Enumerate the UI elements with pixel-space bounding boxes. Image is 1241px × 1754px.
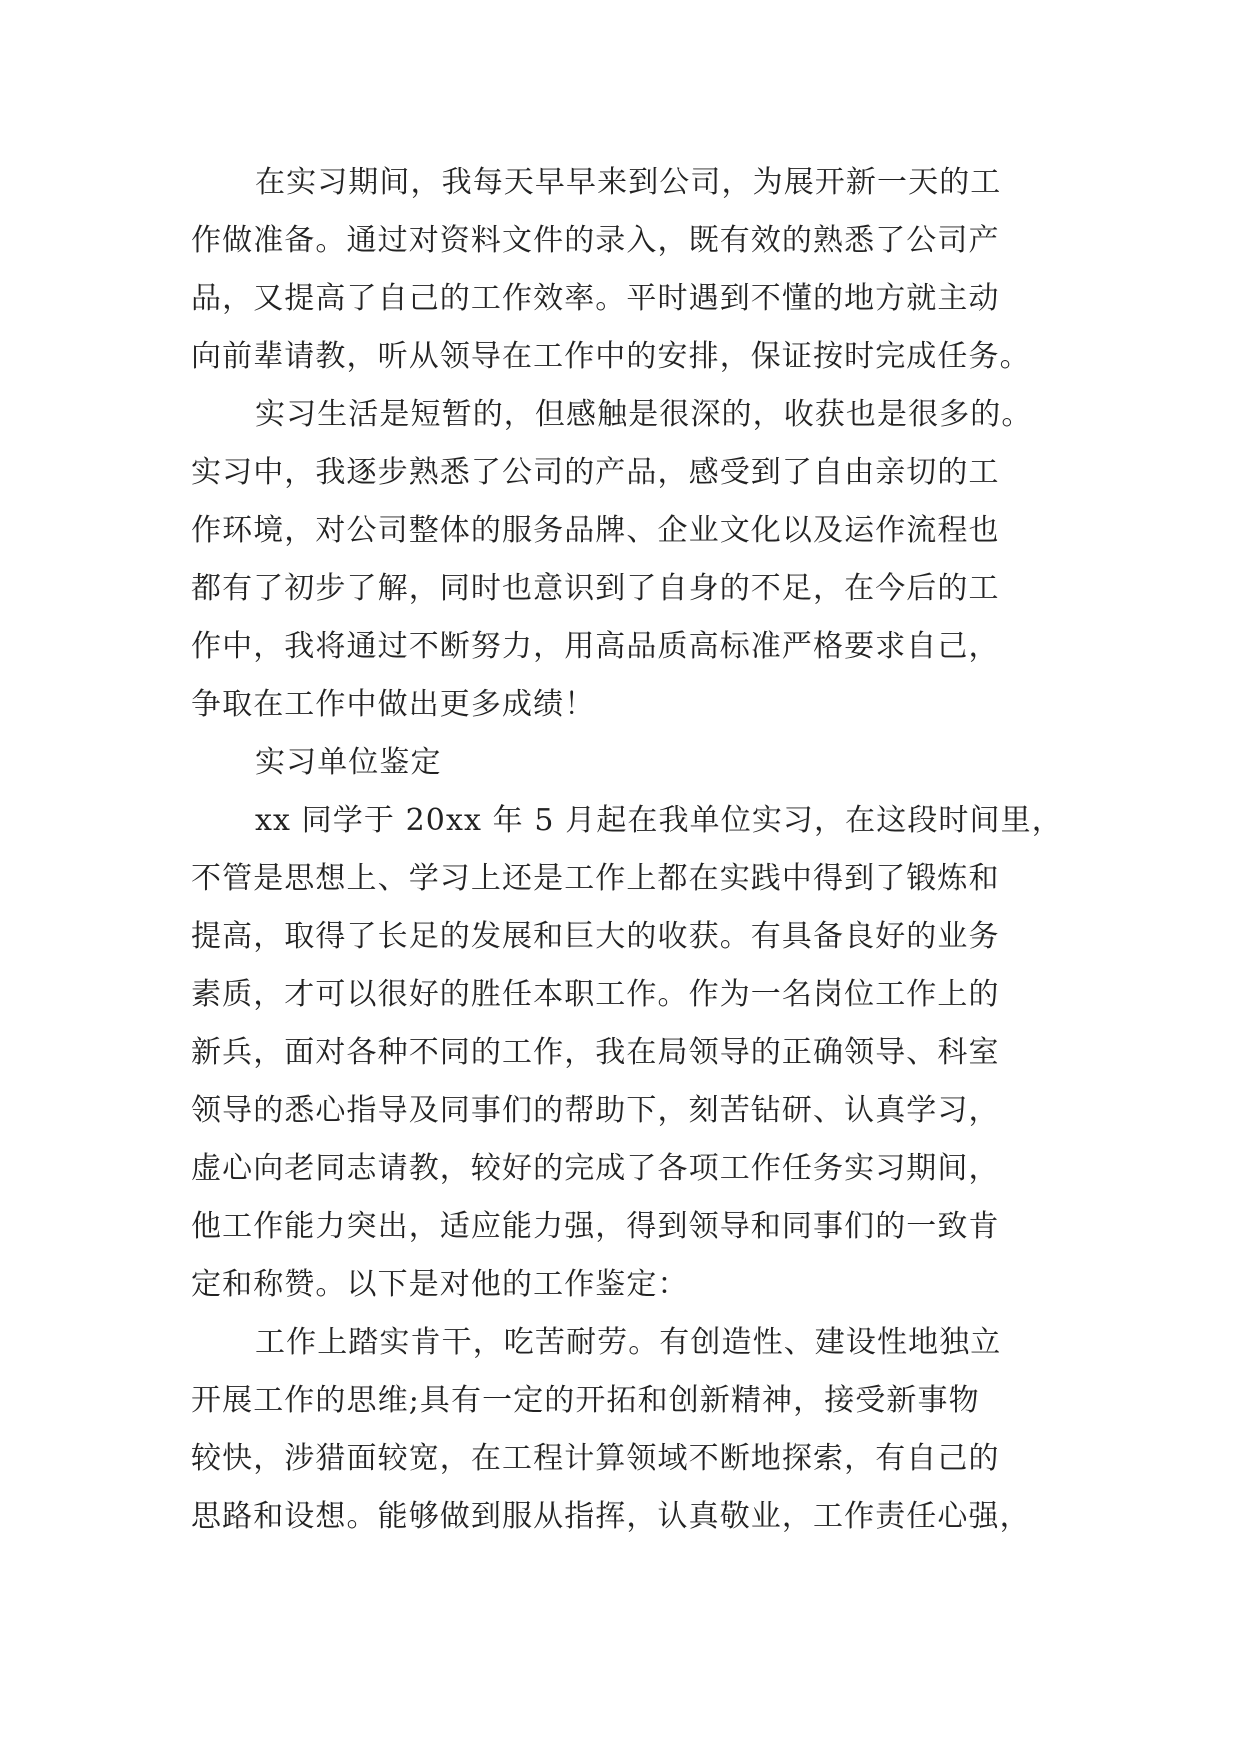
paragraph-3-line-4: 素质，才可以很好的胜任本职工作。作为一名岗位工作上的 [191, 977, 1000, 1012]
paragraph-3-line-1: xx 同学于 20xx 年 5 月起在我单位实习，在这段时间里， [255, 803, 1063, 838]
paragraph-3-line-9: 定和称赞。以下是对他的工作鉴定： [191, 1267, 689, 1302]
paragraph-2-line-1: 实习生活是短暂的，但感触是很深的，收获也是很多的。 [255, 397, 1033, 432]
paragraph-4-line-1: 工作上踏实肯干，吃苦耐劳。有创造性、建设性地独立 [255, 1325, 1002, 1360]
paragraph-1-line-3: 品，又提高了自己的工作效率。平时遇到不懂的地方就主动 [191, 281, 1000, 316]
paragraph-3-line-3: 提高，取得了长足的发展和巨大的收获。有具备良好的业务 [191, 919, 1000, 954]
paragraph-2-line-2: 实习中，我逐步熟悉了公司的产品，感受到了自由亲切的工 [191, 455, 1000, 490]
paragraph-2-line-3: 作环境，对公司整体的服务品牌、企业文化以及运作流程也 [191, 513, 1000, 548]
paragraph-1-line-2: 作做准备。通过对资料文件的录入，既有效的熟悉了公司产 [191, 223, 1000, 258]
section-heading: 实习单位鉴定 [255, 745, 442, 780]
paragraph-2-line-5: 作中，我将通过不断努力，用高品质高标准严格要求自己， [191, 629, 1000, 664]
paragraph-1-line-4: 向前辈请教，听从领导在工作中的安排，保证按时完成任务。 [191, 339, 1031, 374]
paragraph-2-line-4: 都有了初步了解，同时也意识到了自身的不足，在今后的工 [191, 571, 1000, 606]
paragraph-4-line-4: 思路和设想。能够做到服从指挥，认真敬业，工作责任心强， [191, 1499, 1031, 1534]
paragraph-1-line-1: 在实习期间，我每天早早来到公司，为展开新一天的工 [255, 165, 1002, 200]
paragraph-2-line-6: 争取在工作中做出更多成绩！ [191, 687, 596, 722]
paragraph-3-line-5: 新兵，面对各种不同的工作，我在局领导的正确领导、科室 [191, 1035, 1000, 1070]
paragraph-3-line-6: 领导的悉心指导及同事们的帮助下，刻苦钻研、认真学习， [191, 1093, 1000, 1128]
paragraph-3-line-8: 他工作能力突出，适应能力强，得到领导和同事们的一致肯 [191, 1209, 1000, 1244]
paragraph-3-line-7: 虚心向老同志请教，较好的完成了各项工作任务实习期间， [191, 1151, 1000, 1186]
paragraph-3-line-2: 不管是思想上、学习上还是工作上都在实践中得到了锻炼和 [191, 861, 1000, 896]
paragraph-4-line-2: 开展工作的思维;具有一定的开拓和创新精神，接受新事物 [191, 1383, 980, 1418]
paragraph-4-line-3: 较快，涉猎面较宽，在工程计算领域不断地探索，有自己的 [191, 1441, 1000, 1476]
